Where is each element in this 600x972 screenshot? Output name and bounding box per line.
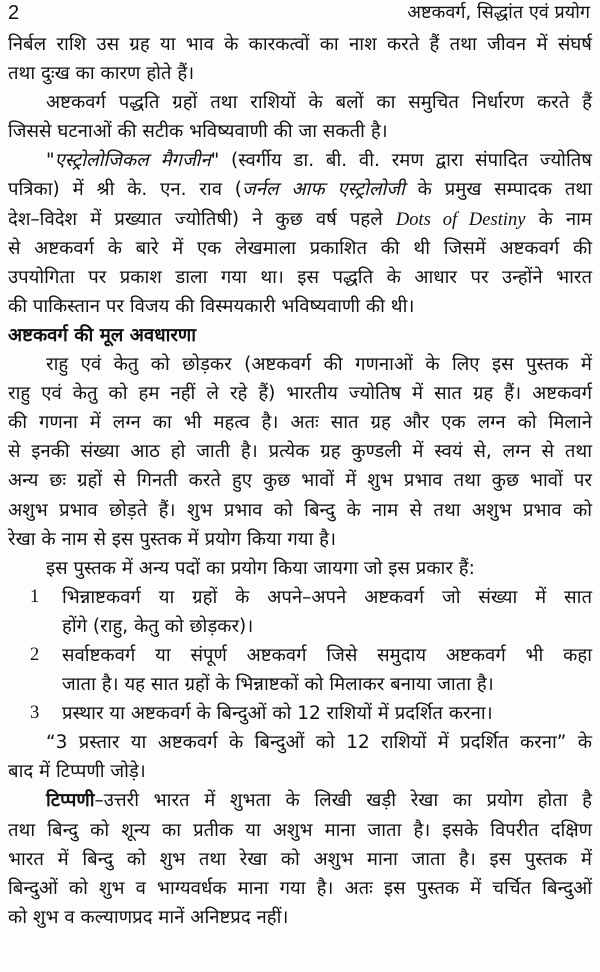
paragraph [8,146,592,321]
list-item-number: 1 [30,586,40,607]
text-segment: की पाकिस्तान पर विजय की विस्मयकारी भविष्यवाणी की थी। [8,295,415,317]
bold-text: अष्टकवर्ग की मूल अवधारणा [8,324,197,346]
paragraph [8,88,592,146]
text-line [8,816,592,845]
text-line [8,786,592,815]
text-segment: जाता है। यह सात ग्रहों के भिन्नाष्टकों को मिलाकर बनाया जाता है। [62,674,494,696]
text-segment: बाद में टिप्पणी जोड़े। [8,761,146,783]
text-line [8,728,592,757]
text-line [8,466,592,495]
text-line [8,903,592,932]
paragraph [8,350,592,554]
text-segment: “3 प्रस्तार या अष्टकवर्ग के बिन्दुओं को 12 राशियों में प्रदर्शित करना” के [46,732,592,754]
text-segment: राहु एवं केतु को छोड़कर (अष्टकवर्ग की गणनाओं के लिए इस पुस्तक में [46,354,592,376]
text-line [8,612,592,641]
text-segment: देश–विदेश में प्रख्यात ज्योतिषी) ने कुछ वर्ष पहले [8,208,396,230]
text-line [8,554,592,583]
running-title: अष्टकवर्ग, सिद्धांत एवं प्रयोग [407,2,590,23]
text-segment: जिससे घटनाओं की सटीक भविष्यवाणी की जा सकती है। [8,121,388,143]
text-line [8,292,592,321]
text-segment: राहु एवं केतु को हम नहीं ले रहे हैं) भारतीय ज्योतिष में सात ग्रह हैं। अष्टकवर्ग [8,383,592,405]
list-item [8,583,592,641]
text-line [8,379,592,408]
text-segment: भिन्नाष्टकवर्ग या ग्रहों के अपने–अपने अष्टकवर्ग जो संख्या में सात [62,586,592,608]
text-line [8,175,592,204]
text-line [8,699,592,728]
list-item [8,641,592,699]
page-body [8,30,592,932]
text-segment: अष्टकवर्ग पद्धति ग्रहों तथा राशियों के बलों का समुचित निर्धारण करते हैं [46,92,592,114]
text-segment: (स्वर्गीय डा. बी. वी. रमण द्वारा संपादित ज्योतिष [219,150,593,172]
bold-text: टिप्पणी [46,790,95,812]
text-line [8,757,592,786]
italic-title: "एस्ट्रोलोजिकल मैगजीन" [46,150,220,172]
text-line [8,350,592,379]
text-line [8,525,592,554]
text-line [8,59,592,88]
italic-title: जर्नल आफ एस्ट्रोलोजी [242,179,405,201]
paragraph [8,786,592,931]
text-segment: से इनकी संख्या आठ हो जाती है। प्रत्येक ग्रह कुण्डली में स्वयं से, लग्न से तथा [8,441,592,463]
text-segment: को शुभ व कल्याणप्रद मानें अनिष्टप्रद नहीं। [8,906,289,928]
paragraph [8,30,592,88]
text-segment: तथा बिन्दु को शून्य का प्रतीक या अशुभ माना जाता है। इसके विपरीत दक्षिण [8,819,592,841]
text-line [8,874,592,903]
text-segment: सर्वाष्टकवर्ग या संपूर्ण अष्टकवर्ग जिसे समुदाय अष्टकवर्ग भी कहा [62,644,592,666]
text-segment: प्रस्थार या अष्टकवर्ग के बिन्दुओं को 12 राशियों में प्रदर्शित करना। [62,703,493,725]
text-segment: उपयोगिता पर प्रकाश डाला गया था। इस पद्धति के आधार पर उन्होंने भारत [8,266,592,288]
text-line [8,641,592,670]
text-line [8,263,592,292]
text-line [8,146,592,175]
text-segment: की गणना में लग्न का भी महत्व है। अतः सात ग्रह और एक लग्न को मिलाने [8,412,592,434]
text-line [8,670,592,699]
list-item-number: 3 [30,703,40,724]
list-item [8,699,592,728]
text-line [8,321,592,350]
text-segment: बिन्दुओं को शुभ व भाग्यवर्धक माना गया है। अतः इस पुस्तक में चर्चित बिन्दुओं [8,877,592,899]
text-segment: से अष्टकवर्ग के बारे में एक लेखमाला प्रकाशित की थी जिसमें अष्टकवर्ग की [8,237,592,259]
text-line [8,408,592,437]
text-segment: होंगे (राहु, केतु को छोड़कर)। [62,615,254,637]
text-line [8,205,592,234]
text-line [8,437,592,466]
text-line [8,496,592,525]
paragraph [8,728,592,786]
text-line [8,234,592,263]
text-segment: रेखा के नाम से इस पुस्तक में प्रयोग किया गया है। [8,528,337,550]
text-line [8,845,592,874]
text-segment: अन्य छः ग्रहों से गिनती करते हुए कुछ भावों में शुभ प्रभाव तथा कुछ भावों पर [8,470,592,492]
text-segment: अशुभ प्रभाव छोड़ते हैं। शुभ प्रभाव को बिन्दु के नाम से तथा अशुभ प्रभाव को [8,499,592,521]
page-number: 2 [8,2,20,24]
text-segment: –उत्तरी भारत में शुभता के लिखी खड़ी रेखा का प्रयोग होता है [94,790,592,812]
text-line [8,583,592,612]
text-segment: के नाम [525,208,592,230]
page-header [8,0,590,26]
text-segment: इस पुस्तक में अन्य पदों का प्रयोग किया जायगा जो इस प्रकार हैं: [46,557,475,579]
text-segment: तथा दुःख का कारण होते हैं। [8,63,195,85]
list-item-number: 2 [30,644,40,665]
text-segment: पत्रिका) में श्री के. एन. राव ( [8,179,243,201]
text-line [8,30,592,59]
text-line [8,88,592,117]
text-segment: भारत में बिन्दु को शुभ तथा रेखा को अशुभ माना जाता है। इस पुस्तक में [8,848,592,870]
section-heading [8,321,592,350]
text-segment: के प्रमुख सम्पादक तथा [404,179,592,201]
text-line [8,117,592,146]
paragraph [8,554,592,583]
text-segment: निर्बल राशि उस ग्रह या भाव के कारकत्वों का नाश करते हैं तथा जीवन में संघर्ष [8,34,592,55]
italic-title: Dots of Destiny [395,209,526,230]
